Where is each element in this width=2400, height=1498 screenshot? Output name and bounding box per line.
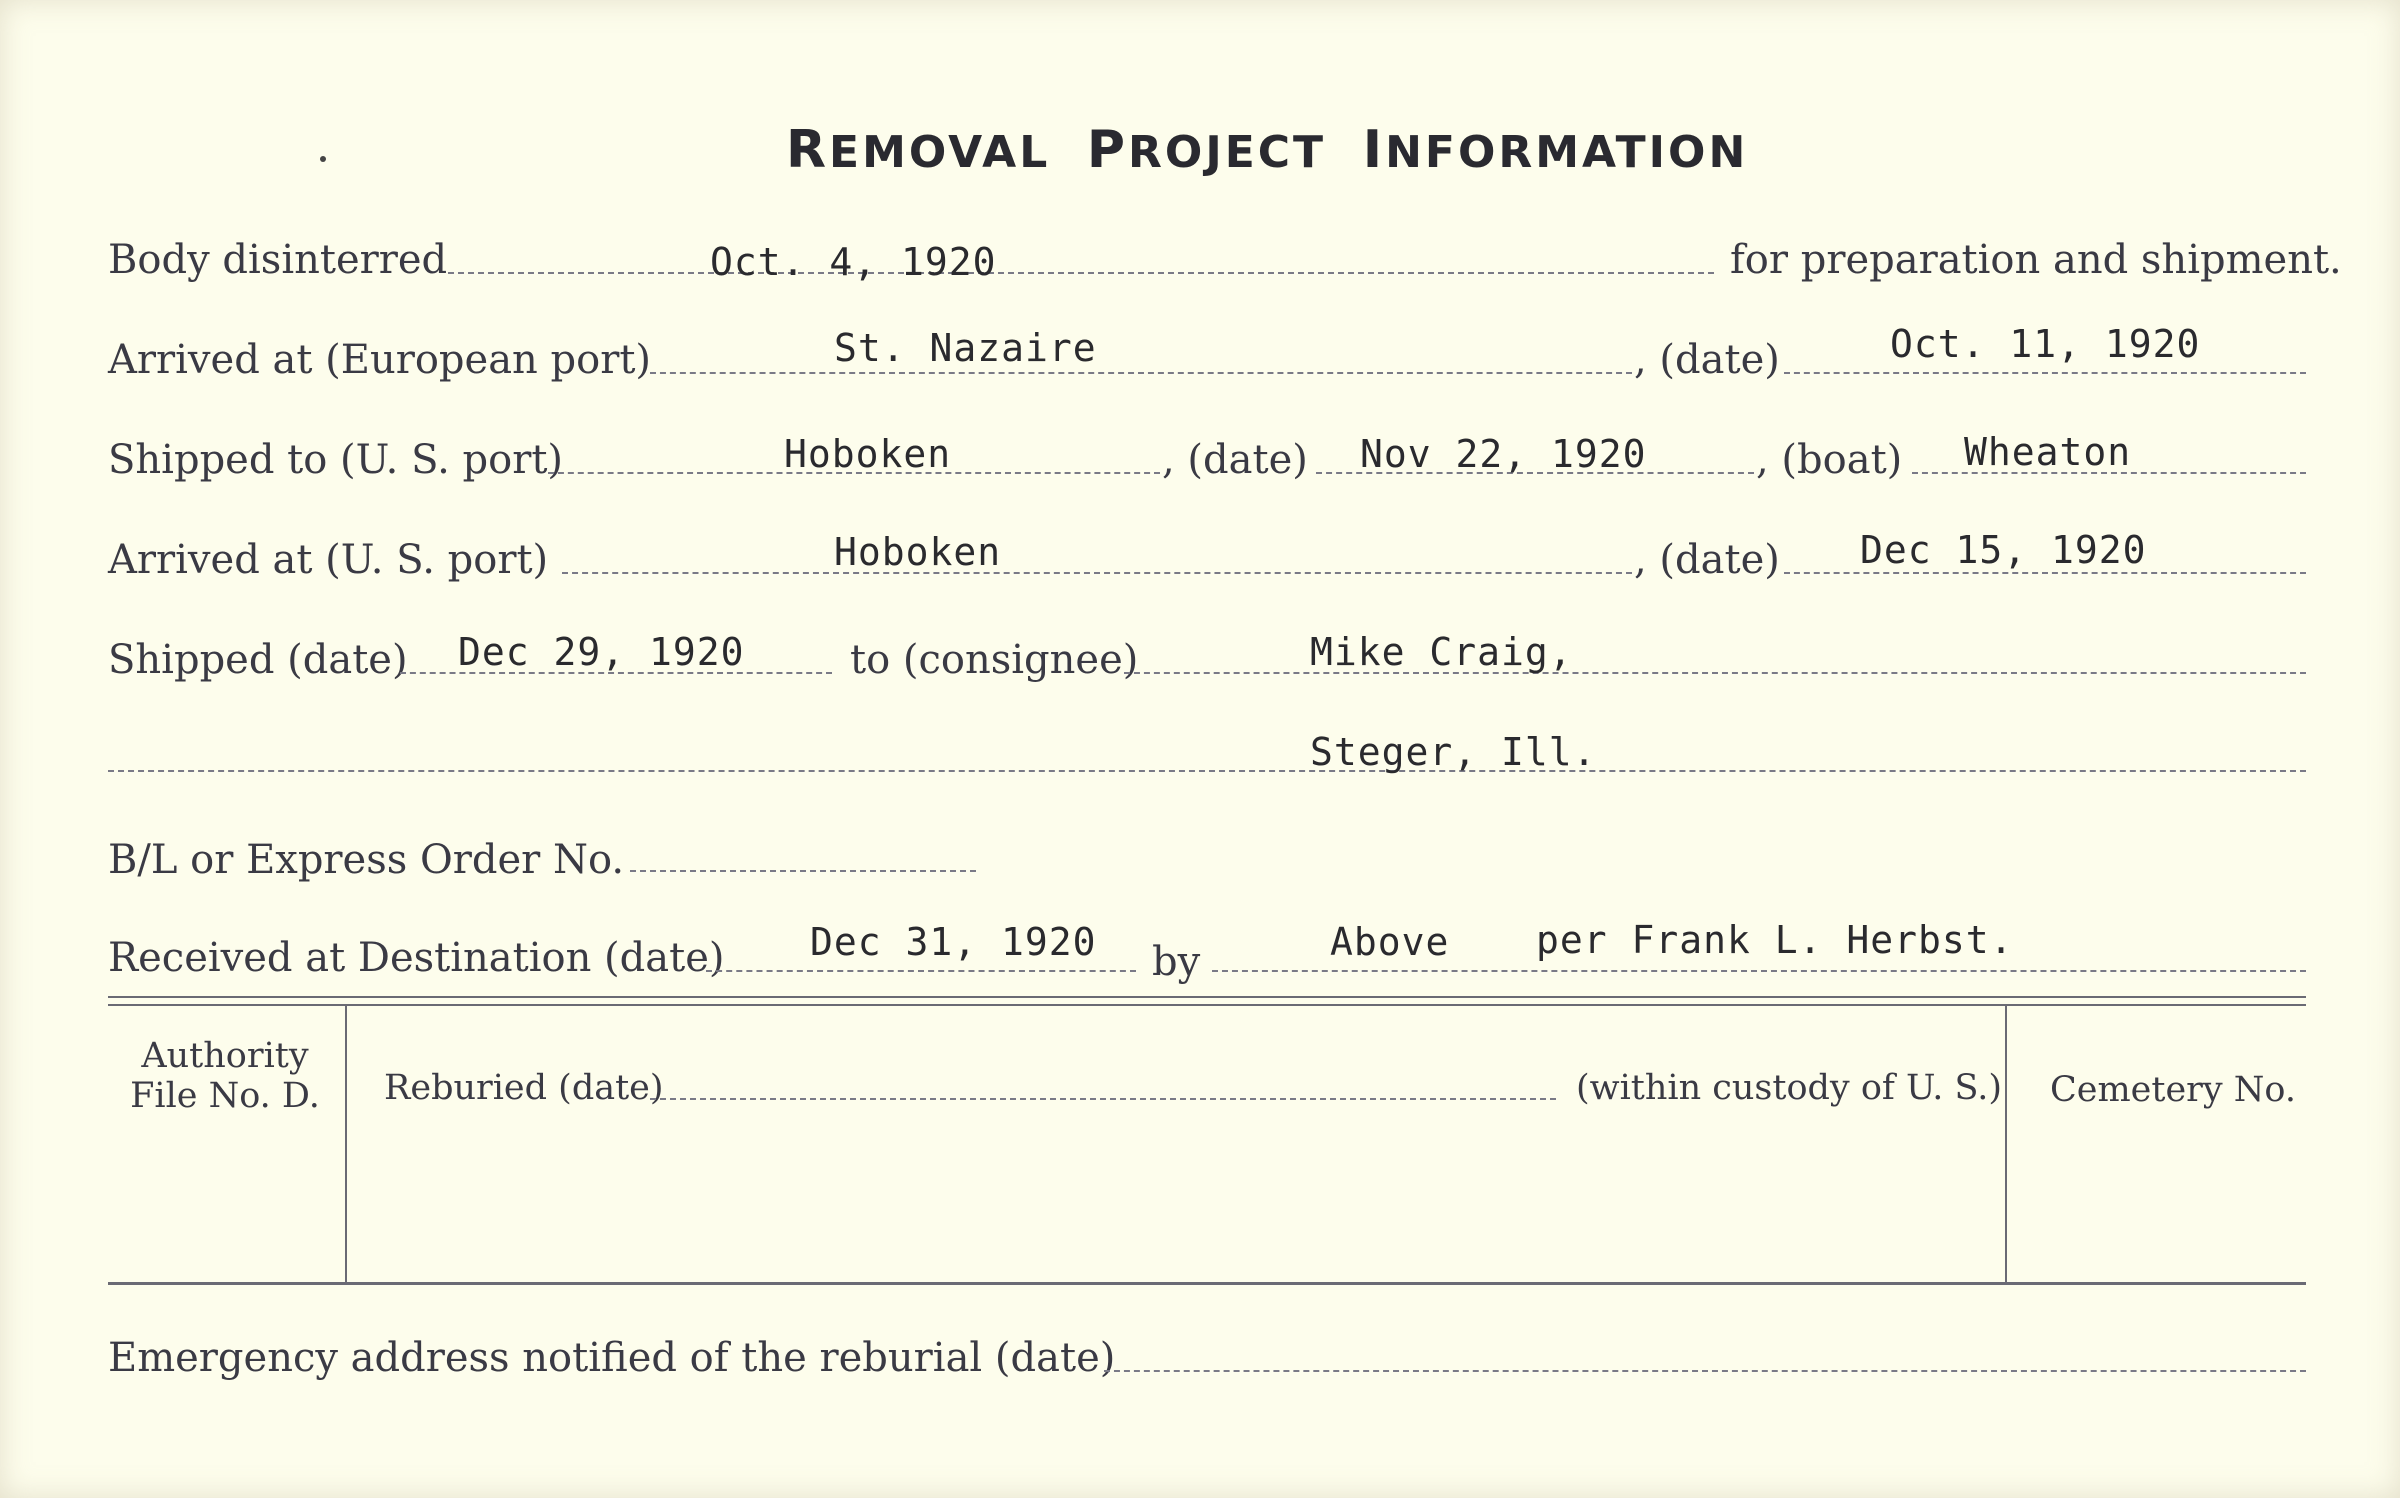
shipped-port-value: Hoboken xyxy=(784,432,952,476)
european-date-value: Oct. 11, 1920 xyxy=(1890,322,2201,366)
european-date-line xyxy=(1784,372,2306,374)
shipped-date-row-label: Shipped (date) xyxy=(108,637,408,683)
received-by-value: Above xyxy=(1330,920,1450,964)
boat-value: Wheaton xyxy=(1964,430,2132,474)
shipped-date-label: , (date) xyxy=(1162,437,1308,483)
arrived-us-port-value: Hoboken xyxy=(834,530,1002,574)
express-order-label: B/L or Express Order No. xyxy=(108,837,625,883)
page-title: REMOVAL PROJECT INFORMATION xyxy=(786,120,1749,180)
reburied-label: Reburied (date) xyxy=(384,1068,664,1108)
cemetery-label: Cemetery No. xyxy=(2050,1070,2297,1110)
shipped-date-value: Nov 22, 1920 xyxy=(1360,432,1647,476)
received-per-value: per Frank L. Herbst. xyxy=(1536,918,2014,962)
arrived-us-port-label: Arrived at (U. S. port) xyxy=(108,537,549,583)
box-divider-left xyxy=(345,1006,347,1282)
reburied-line xyxy=(650,1098,1556,1100)
consignee-address-line xyxy=(108,770,2306,772)
european-date-label: , (date) xyxy=(1634,337,1780,383)
box-top-rule xyxy=(108,996,2306,998)
received-by-label: by xyxy=(1152,939,1201,985)
custody-label: (within custody of U. S.) xyxy=(1576,1068,2003,1108)
express-order-line xyxy=(630,870,976,872)
box-bottom-rule xyxy=(108,1282,2306,1285)
emergency-address-label: Emergency address notified of the reburial (date) xyxy=(108,1335,1116,1381)
ink-fleck xyxy=(320,156,326,162)
consignee-line xyxy=(1124,672,2306,674)
shipped-us-port-label: Shipped to (U. S. port) xyxy=(108,437,563,483)
arrived-us-date-line xyxy=(1784,572,2306,574)
box-top-rule-2 xyxy=(108,1004,2306,1006)
received-destination-label: Received at Destination (date) xyxy=(108,935,725,981)
consignee-label: to (consignee) xyxy=(850,637,1139,683)
boat-label: , (boat) xyxy=(1756,437,1903,483)
box-divider-right xyxy=(2005,1006,2007,1282)
received-date-value: Dec 31, 1920 xyxy=(810,920,1097,964)
arrived-us-date-value: Dec 15, 1920 xyxy=(1860,528,2147,572)
european-port-value: St. Nazaire xyxy=(834,326,1097,370)
consignee-address-value: Steger, Ill. xyxy=(1310,730,1597,774)
authority-label: Authority File No. D. xyxy=(130,1036,320,1116)
arrived-us-port-line xyxy=(562,572,1632,574)
body-disinterred-label: Body disinterred xyxy=(108,237,448,283)
shipped-row-date-value: Dec 29, 1920 xyxy=(458,630,745,674)
european-port-line xyxy=(650,372,1632,374)
arrived-us-date-label: , (date) xyxy=(1634,537,1780,583)
received-by-line xyxy=(1212,970,2306,972)
received-date-line xyxy=(706,970,1136,972)
consignee-value: Mike Craig, xyxy=(1310,630,1573,674)
preparation-shipment-label: for preparation and shipment. xyxy=(1730,237,2342,283)
body-disinterred-value: Oct. 4, 1920 xyxy=(710,240,997,284)
arrived-european-port-label: Arrived at (European port) xyxy=(108,337,652,383)
body-disinterred-line xyxy=(448,272,1714,274)
emergency-date-line xyxy=(1104,1370,2306,1372)
